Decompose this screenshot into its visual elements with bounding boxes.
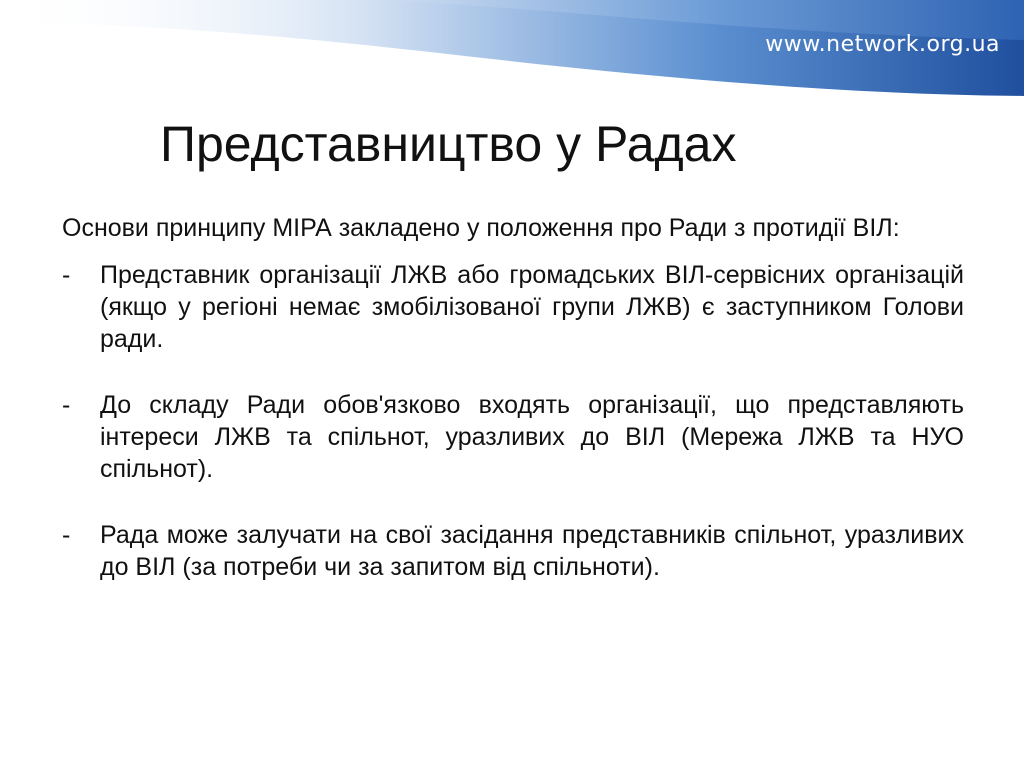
slide-content [62, 212, 964, 617]
bullet-dash: - [62, 261, 71, 289]
intro-text: Основи принципу МІРА закладено у положення про Ради з протидії ВІЛ: [62, 214, 900, 242]
bullet-item [62, 259, 964, 355]
bullet-item [62, 519, 964, 583]
bullet-text: Рада може залучати на свої засідання представників спільнот, уразливих до ВІЛ (за потреби чи за запитом від спільноти). [100, 521, 964, 581]
site-url: www.network.org.ua [765, 32, 1000, 57]
bullet-list [62, 259, 964, 583]
bullet-dash: - [62, 391, 71, 419]
bullet-dash: - [62, 521, 71, 549]
slide-title: Представництво у Радах [160, 116, 737, 172]
bullet-text: До складу Ради обов'язково входять організації, що представляють інтереси ЛЖВ та спільнот, уразливих до ВІЛ (Мережа ЛЖВ та НУО спільнот). [100, 391, 964, 483]
bullet-text: Представник організації ЛЖВ або громадських ВІЛ-сервісних організацій (якщо у регіоні немає змобілізованої групи ЛЖВ) є заступником Голови ради. [100, 261, 964, 353]
bullet-item [62, 389, 964, 485]
